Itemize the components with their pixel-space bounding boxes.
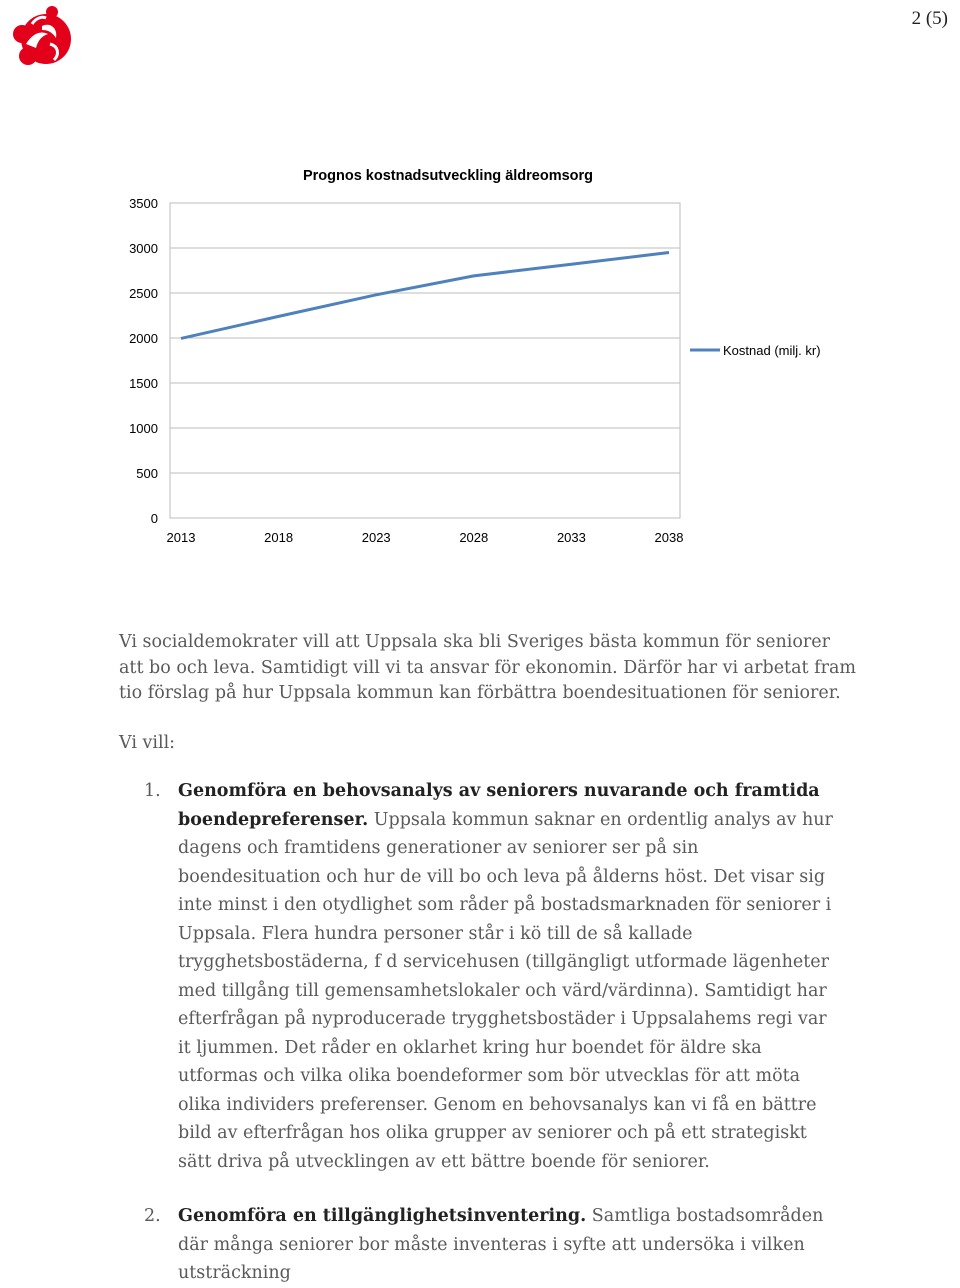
- list-item-number: 1.: [144, 781, 161, 801]
- x-tick-label: 2038: [654, 530, 684, 545]
- list-item-heading: Genomföra en behovsanalys av seniorers nuvarande och framtida boendepreferenser.: [178, 781, 820, 830]
- x-tick-label: 2033: [556, 530, 586, 545]
- list-item-text: Samtliga bostadsområden där många seniorer bor måste inventeras i syfte att undersöka i vilken utsträckning: [178, 1206, 824, 1283]
- x-tick-label: 2013: [166, 530, 196, 545]
- intro-paragraph: Vi socialdemokrater vill att Uppsala ska bli Sveriges bästa kommun för seniorer att bo och leva. Samtidigt vill vi ta ansvar för ekonomin. Därför har vi arbetat fram tio förslag på hur Uppsala kommun kan förbättra boendesituationen för seniorer.: [119, 632, 856, 703]
- vi-vill-heading: Vi vill:: [119, 733, 176, 753]
- x-tick-label: 2018: [264, 530, 294, 545]
- list-item-heading: Genomföra en tillgänglighetsinventering.: [178, 1206, 587, 1226]
- list-item-number: 2.: [144, 1206, 161, 1226]
- chart-title: Prognos kostnadsutveckling äldreomsorg: [302, 168, 594, 184]
- cost-forecast-line-chart: [0, 150, 960, 560]
- page-number: 2 (5): [911, 8, 948, 29]
- y-tick-label: 2000: [129, 331, 158, 346]
- series-line: [181, 253, 669, 339]
- list-item: [144, 1202, 844, 1288]
- x-tick-label: 2028: [459, 530, 489, 545]
- y-tick-label: 3500: [129, 196, 158, 211]
- y-tick-label: 2500: [129, 286, 158, 301]
- x-tick-label: 2023: [361, 530, 391, 545]
- y-tick-label: 1000: [129, 421, 158, 436]
- rose-logo-icon: [6, 4, 72, 72]
- legend-label: Kostnad (milj. kr): [723, 343, 821, 358]
- plot-area-frame: [170, 203, 680, 518]
- y-tick-label: 0: [150, 511, 158, 526]
- y-tick-label: 500: [136, 466, 158, 481]
- list-item: [144, 777, 844, 1176]
- y-tick-label: 1500: [129, 376, 158, 391]
- y-tick-label: 3000: [129, 241, 158, 256]
- list-item-text: Uppsala kommun saknar en ordentlig analys av hur dagens och framtidens generationer av seniorer ser på sin boendesituation och hur de vill bo och leva på ålderns höst. Det visar sig inte minst i den otydlighet som råder på bostadsmarknaden för seniorer i Uppsala. Flera hundra personer står i kö till de så kallade trygghetsbostäderna, f d servicehusen (tillgängligt utformade lägenheter med tillgång till gemensamhetslokaler och värd/värdinna). Samtidigt har efterfrågan på nyproducerade trygghetsbostäder i Uppsalahems regi var it ljummen. Det råder en oklarhet kring hur boendet för äldre ska utformas och vilka olika boendeformer som bör utvecklas för att möta olika individers preferenser. Genom en behovsanalys kan vi få en bättre bild av efterfrågan hos olika grupper av seniorer och på ett strategiskt sätt driva på utvecklingen av ett bättre boende för seniorer.: [178, 809, 833, 1172]
